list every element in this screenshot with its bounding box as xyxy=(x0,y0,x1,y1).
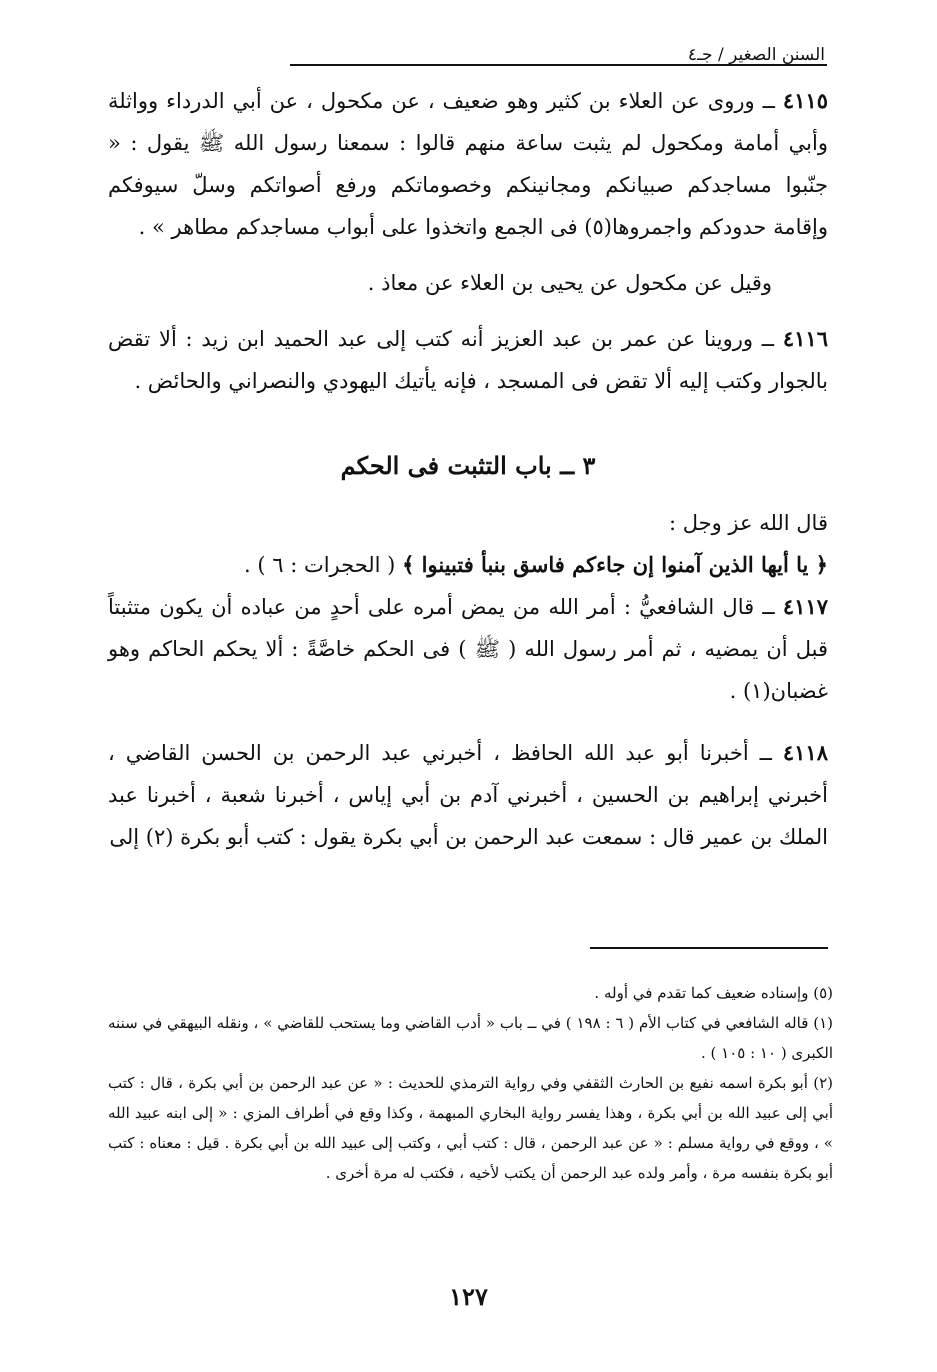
spacer xyxy=(108,304,828,318)
spacer xyxy=(108,402,828,444)
spacer xyxy=(108,248,828,262)
hadith-text: ــ وروى عن العلاء بن كثير وهو ضعيف ، عن مكحول ، عن أبي الدرداء وواثلة وأبي أمامة ومكحول لم يثبت ساعة منهم قالوا : سمعنا رسول الله ﷺ يقول : « جنّبوا مساجدكم صبيانكم ومجانينكم وخصوماتكم ورفع أصواتكم وسلّ سيوفكم وإقامة حدودكم واجمروها(٥) فى الجمع واتخذوا على أبواب مساجدكم مطاهر » . xyxy=(108,89,828,239)
hadith-note xyxy=(108,262,828,304)
hadith-text: ــ وروينا عن عمر بن عبد العزيز أنه كتب إلى عبد الحميد ابن زيد : ألا تقض بالجوار وكتب إليه ألا تقض فى المسجد ، فإنه يأتيك اليهودي والنصراني والحائض . xyxy=(108,327,828,393)
hadith-entry xyxy=(108,586,828,712)
footnote: (٢) أبو بكرة اسمه نفيع بن الحارث الثقفي وفي رواية الترمذي للحديث : « عن عبد الرحمن بن أبي بكرة ، قال : كتب أبي إلى عبيد الله بن أبي بكرة ، وهذا يفسر رواية البخاري المبهمة ، وكذا وقع في أطراف المزي : « إلى ابنه عبيد الله » ، ووقع في رواية مسلم : « عن عبد الرحمن ، قال : كتب أبي ، وكتب إلى عبيد الله بن أبي بكرة . قيل : معناه : كتب أبو بكرة بنفسه مرة ، وأمر ولده عبد الرحمن أن يكتب لأخيه ، فكتب له مرة أخرى . xyxy=(108,1074,833,1182)
verse-reference: ( الحجرات : ٦ ) . xyxy=(244,553,396,577)
hadith-number: ٤١١٧ xyxy=(782,594,828,619)
quran-verse: ﴿ يا أيها الذين آمنوا إن جاءكم فاسق بنبأ فتبينوا ﴾ xyxy=(402,552,828,577)
header-rule xyxy=(290,64,827,66)
footnote: (٥) وإسناده ضعيف كما تقدم في أوله . xyxy=(594,984,833,1002)
footnotes xyxy=(108,978,833,1188)
hadith-text: ــ أخبرنا أبو عبد الله الحافظ ، أخبرني عبد الرحمن بن الحسن القاضي ، أخبرني إبراهيم بن الحسين ، أخبرني آدم بن أبي إياس ، أخبرنا شعبة ، أخبرنا عبد الملك بن عمير قال : سمعت عبد الرحمن بن أبي بكرة يقول : كتب أبو بكرة (٢) إلى xyxy=(108,741,828,849)
running-title: السنن الصغير / جـ٤ xyxy=(687,45,825,65)
chapter-intro: قال الله عز وجل : xyxy=(668,511,828,535)
footnote-separator xyxy=(590,947,828,949)
hadith-entry xyxy=(108,318,828,402)
hadith-text: ــ قال الشافعيُّ : أمر الله من يمض أمره على أحدٍ من عباده أن يكون متثبتاً قبل أن يمضيه ، ثم أمر رسول الله ( ﷺ ) فى الحكم خاصَّةً : ألا يحكم الحاكم وهو غضبان(١) . xyxy=(108,595,828,703)
spacer xyxy=(108,712,828,732)
footnote: (١) قاله الشافعي في كتاب الأم ( ٦ : ١٩٨ ) في ــ باب « أدب القاضي وما يستحب للقاضي » ، ونقله البيهقي في سننه الكبرى ( ١٠ : ١٠٥ ) . xyxy=(108,1014,833,1062)
page-number: ١٢٧ xyxy=(449,1282,488,1311)
running-header xyxy=(290,44,825,66)
quran-verse-line xyxy=(108,544,828,586)
hadith-number: ٤١١٦ xyxy=(782,326,828,351)
hadith-number: ٤١١٨ xyxy=(782,740,828,765)
main-text xyxy=(108,80,828,858)
hadith-entry xyxy=(108,732,828,858)
spacer xyxy=(108,488,828,502)
hadith-number: ٤١١٥ xyxy=(782,88,828,113)
hadith-entry xyxy=(108,80,828,248)
chapter-title: ٣ ــ باب التثبت فى الحكم xyxy=(340,451,596,480)
hadith-text: وقيل عن مكحول عن يحيى بن العلاء عن معاذ . xyxy=(367,271,772,295)
